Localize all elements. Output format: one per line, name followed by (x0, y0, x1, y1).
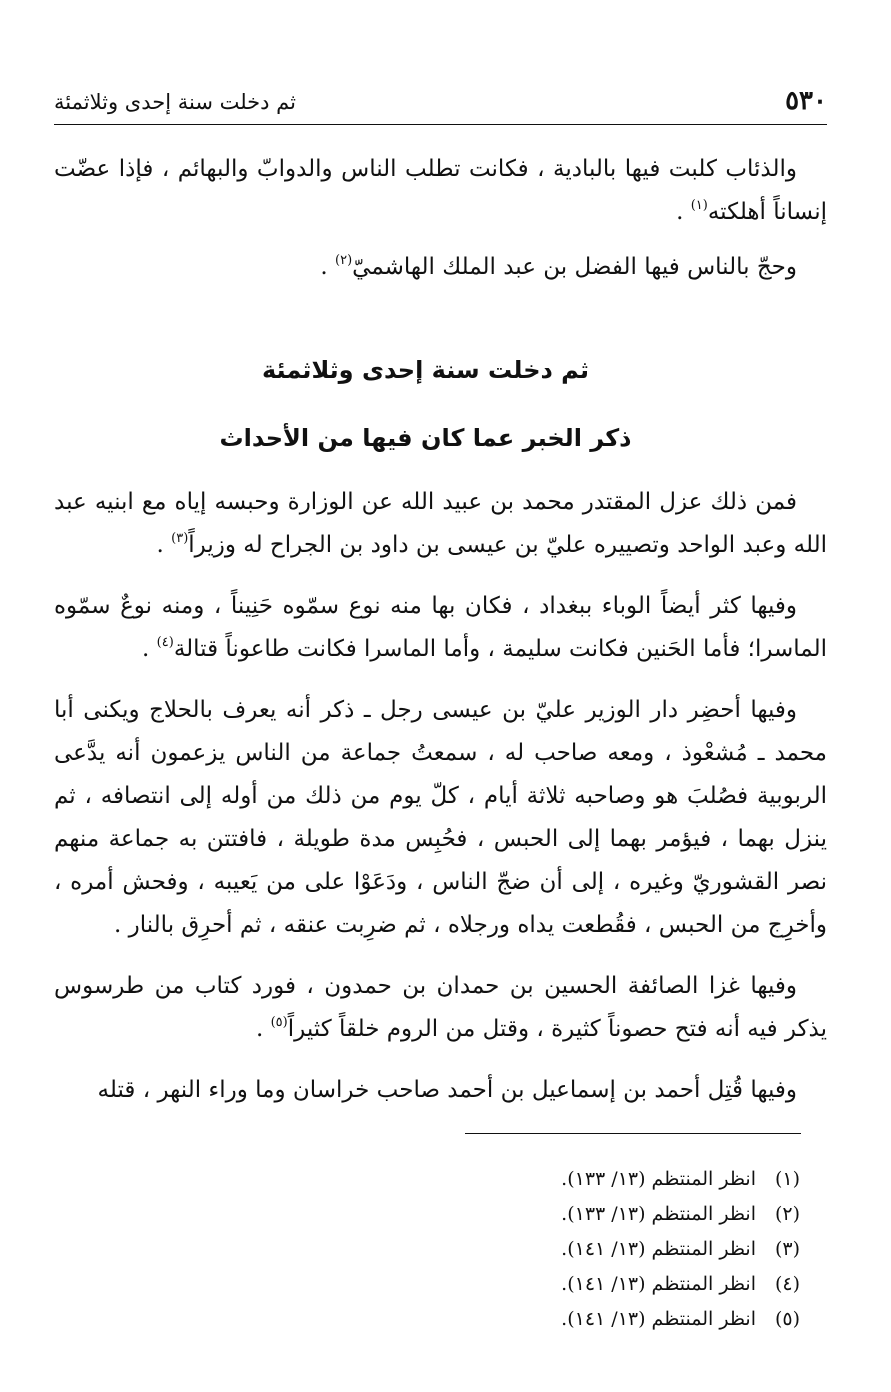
section-heading (54, 345, 827, 463)
footnote-text: انظر المنتظم (١٣/ ١٤١). (561, 1238, 756, 1260)
footnote-ref: (٣) (171, 531, 189, 546)
paragraph-epidemic: وفيها كثر أيضاً الوباء ببغداد ، فكان بها منه نوع سمّوه حَنِيناً ، ومنه نوعٌ سمّوه الماسرا؛ فأما الحَنين فكانت سليمة ، وأما الماسرا فكانت طاعوناً قتالة$^{(٤)}$ . (54, 593, 827, 662)
footnote-rule (465, 1133, 801, 1134)
footnote-ref: (١) (690, 198, 708, 213)
footnote-text: انظر المنتظم (١٣/ ١٣٣). (561, 1168, 756, 1190)
footnote-text: انظر المنتظم (١٣/ ١٣٣). (561, 1203, 756, 1225)
footnote (54, 1162, 800, 1197)
footnote-text: انظر المنتظم (١٣/ ١٤١). (561, 1308, 756, 1330)
paragraph-text: فمن ذلك عزل المقتدر محمد بن عبيد الله عن الوزارة وحبسه إياه مع ابنيه عبد الله وعبد الواحد وتصييره عليّ بن عيسى بن داود بن الجراح له وزيراً (54, 489, 827, 558)
paragraph-hallaj (54, 689, 827, 947)
paragraph-text: وفيها كثر أيضاً الوباء ببغداد ، فكان بها منه نوع سمّوه حَنِيناً ، ومنه نوعٌ سمّوه الماسرا؛ فأما الحَنين فكانت سليمة ، وأما الماسرا فكانت طاعوناً قتالة (54, 593, 827, 662)
footnote-number: (٥) (774, 1308, 800, 1330)
paragraph-text: وفيها غزا الصائفة الحسين بن حمدان بن حمدون ، فورد كتاب من طرسوس يذكر فيه أنه فتح حصوناً كثيرة ، وقتل من الروم خلقاً كثيراً (54, 973, 827, 1042)
paragraph-text: وحجّ بالناس فيها الفضل بن عبد الملك الهاشميّ (352, 254, 797, 280)
footnote (54, 1197, 800, 1232)
footnote-ref: (٥) (270, 1015, 288, 1030)
footnotes (54, 1162, 800, 1337)
running-title: ثم دخلت سنة إحدى وثلاثمئة (54, 90, 296, 114)
header-rule (54, 124, 827, 125)
footnote-number: (٣) (774, 1238, 800, 1260)
paragraph-ahmad (54, 1069, 827, 1112)
main-text (54, 148, 827, 1130)
running-head (54, 84, 827, 120)
paragraph-pilgrimage: وحجّ بالناس فيها الفضل بن عبد الملك الهاشميّ$^{(٢)}$ . (320, 253, 797, 280)
events-heading: ذكر الخبر عما كان فيها من الأحداث (219, 424, 632, 452)
footnote-text: انظر المنتظم (١٣/ ١٤١). (561, 1273, 756, 1295)
footnote (54, 1232, 800, 1267)
footnote-number: (٢) (774, 1203, 800, 1225)
footnote (54, 1267, 800, 1302)
paragraph-text: وفيها قُتِل أحمد بن إسماعيل بن أحمد صاحب خراسان وما وراء النهر ، قتله (97, 1077, 797, 1103)
paragraph-text: وفيها أحضِر دار الوزير عليّ بن عيسى رجل ـ ذكر أنه يعرف بالحلاج ويكنى أبا محمد ـ مُشعْوذ ، ومعه صاحب له ، سمعتُ جماعة من الناس يزعمون أنه يدَّعى الربوبية فصُلبَ هو وصاحبه ثلاثة أيام ، كلّ يوم من ذلك من أوله إلى انتصافه ، ثم ينزل بهما ، فيؤمر بهما إلى الحبس ، فحُبِس مدة طويلة ، فافتتن به جماعة منهم نصر القشوريّ وغيره ، إلى أن ضجّ الناس ، ودَعَوْا على من يَعيبه ، وفحش أمره ، وأخرِج من الحبس ، فقُطعت يداه ورجلاه ، ثم ضرِبت عنقه ، ثم أحرِق بالنار . (54, 697, 827, 938)
footnote-number: (٤) (774, 1273, 800, 1295)
paragraph-vizier: فمن ذلك عزل المقتدر محمد بن عبيد الله عن الوزارة وحبسه إياه مع ابنيه عبد الله وعبد الواحد وتصييره عليّ بن عيسى بن داود بن الجراح له وزيراً$^{(٣)}$ . (54, 489, 827, 558)
footnote-ref: (٢) (335, 253, 353, 268)
paragraph-wolves: والذئاب كلبت فيها بالبادية ، فكانت تطلب الناس والدوابّ والبهائم ، فإذا عضّت إنساناً أهلكته$^{(١)}$ . (54, 156, 827, 225)
paragraph-campaign: وفيها غزا الصائفة الحسين بن حمدان بن حمدون ، فورد كتاب من طرسوس يذكر فيه أنه فتح حصوناً كثيرة ، وقتل من الروم خلقاً كثيراً$^{(٥)}$ . (54, 973, 827, 1042)
paragraph-text: والذئاب كلبت فيها بالبادية ، فكانت تطلب الناس والدوابّ والبهائم ، فإذا عضّت إنساناً أهلكته (54, 156, 827, 225)
year-heading: ثم دخلت سنة إحدى وثلاثمئة (261, 356, 589, 384)
footnote-number: (١) (774, 1168, 800, 1190)
page-number: ٥٣٠ (785, 86, 827, 116)
footnote (54, 1302, 800, 1337)
footnote-ref: (٤) (156, 635, 174, 650)
